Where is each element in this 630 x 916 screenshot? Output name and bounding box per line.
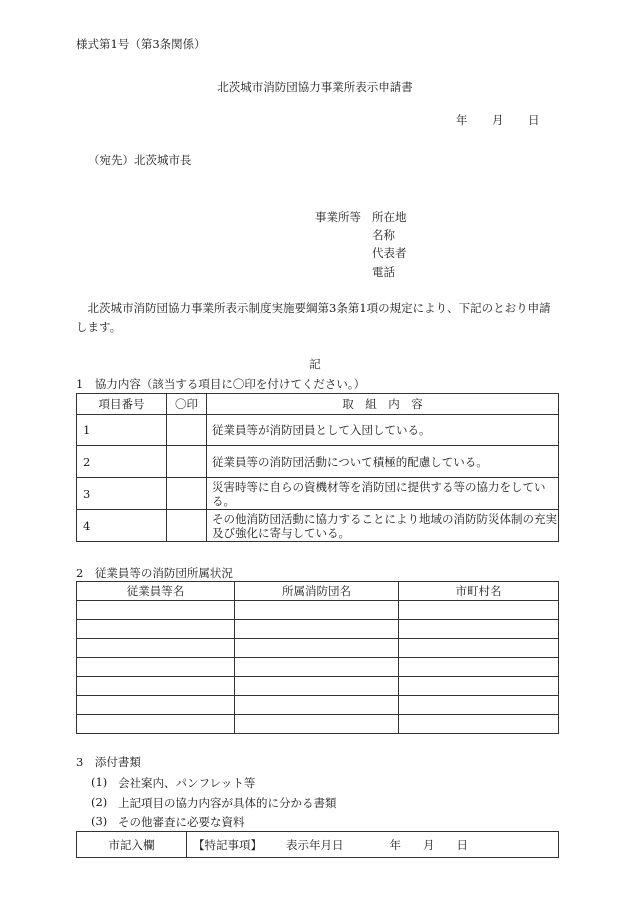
employee-name-cell[interactable] [77, 658, 235, 677]
col-header-mark: 〇印 [167, 394, 207, 415]
section3-heading: 3 添付書類 [76, 755, 141, 769]
municipality-cell[interactable] [399, 677, 559, 696]
table-row [77, 715, 559, 734]
date-day-label: 日 [528, 113, 540, 127]
item-content: 従業員等の消防団活動について積極的配慮している。 [207, 446, 559, 478]
col-header-municipality: 市町村名 [399, 582, 559, 601]
membership-table-header [77, 582, 559, 601]
table-row [77, 658, 559, 677]
col-header-content: 取 組 内 容 [207, 394, 559, 415]
applicant-label: 事業所等 [315, 210, 361, 224]
section2-heading: 2 従業員等の消防団所属状況 [76, 566, 233, 580]
item-number: 4 [77, 510, 167, 542]
municipality-cell[interactable] [399, 601, 559, 620]
display-date-label: 表示年月日 [286, 837, 344, 852]
table-row [77, 415, 559, 446]
applicant-field-address: 所在地 [372, 210, 407, 224]
item-number: 2 [77, 446, 167, 478]
employee-name-cell[interactable] [77, 620, 235, 639]
municipality-cell[interactable] [399, 715, 559, 734]
col-header-fire-corps: 所属消防団名 [235, 582, 399, 601]
official-use-row [77, 832, 559, 858]
item-number: 3 [77, 478, 167, 510]
date-month-label: 月 [492, 113, 504, 127]
official-use-label: 市記入欄 [77, 832, 187, 858]
form-number: 様式第1号（第3条関係） [76, 37, 206, 51]
applicant-field-representative: 代表者 [372, 246, 407, 260]
municipality-cell[interactable] [399, 696, 559, 715]
attachment-text: 会社案内、パンフレット等 [118, 776, 256, 790]
special-notes-label: 【特記事項】 [193, 837, 262, 852]
table-row [77, 677, 559, 696]
item-content: 従業員等が消防団員として入団している。 [207, 415, 559, 446]
table-row [77, 601, 559, 620]
table-row [77, 696, 559, 715]
fire-corps-cell[interactable] [235, 658, 399, 677]
item-content: その他消防団活動に協力することにより地域の消防防災体制の充実及び強化に寄与している。 [207, 510, 559, 542]
body-text: 北茨城市消防団協力事業所表示制度実施要綱第3条第1項の規定により、下記のとおり申請します。 [76, 301, 551, 334]
official-use-table [76, 831, 559, 858]
municipality-cell[interactable] [399, 658, 559, 677]
attachment-number: (1) [91, 775, 108, 789]
item-number: 1 [77, 415, 167, 446]
col-header-item-number: 項目番号 [77, 394, 167, 415]
fire-corps-cell[interactable] [235, 639, 399, 658]
table-row [77, 446, 559, 478]
item-content: 災害時等に自らの資機材等を消防団に提供する等の協力をしている。 [207, 478, 559, 510]
mark-cell[interactable] [167, 415, 207, 446]
col-header-employee-name: 従業員等名 [77, 582, 235, 601]
applicant-field-name: 名称 [372, 228, 395, 242]
special-notes-cell [187, 832, 559, 858]
employee-name-cell[interactable] [77, 601, 235, 620]
table-row [77, 620, 559, 639]
page-title: 北茨城市消防団協力事業所表示申請書 [217, 80, 413, 94]
membership-table [76, 581, 559, 734]
fire-corps-cell[interactable] [235, 601, 399, 620]
municipality-cell[interactable] [399, 620, 559, 639]
employee-name-cell[interactable] [77, 715, 235, 734]
section1-heading: 1 協力内容（該当する項目に〇印を付けてください。） [76, 377, 366, 391]
date-year-label: 年 [456, 113, 468, 127]
fire-corps-cell[interactable] [235, 677, 399, 696]
footer-day-label: 日 [456, 837, 468, 852]
table-row [77, 639, 559, 658]
mark-cell[interactable] [167, 446, 207, 478]
table-row [77, 510, 559, 542]
attachment-text: 上記項目の協力内容が具体的に分かる書類 [118, 796, 337, 810]
attachment-number: (3) [91, 814, 108, 828]
mark-cell[interactable] [167, 510, 207, 542]
employee-name-cell[interactable] [77, 696, 235, 715]
footer-year-label: 年 [389, 837, 401, 852]
employee-name-cell[interactable] [77, 639, 235, 658]
mark-cell[interactable] [167, 478, 207, 510]
employee-name-cell[interactable] [77, 677, 235, 696]
attachment-number: (2) [91, 795, 108, 809]
footer-month-label: 月 [423, 837, 435, 852]
table-row [77, 478, 559, 510]
applicant-field-phone: 電話 [372, 265, 395, 279]
ki-label: 記 [309, 357, 321, 371]
attachment-text: その他審査に必要な資料 [118, 815, 245, 829]
cooperation-table [76, 393, 559, 542]
fire-corps-cell[interactable] [235, 696, 399, 715]
fire-corps-cell[interactable] [235, 715, 399, 734]
addressee: （宛先）北茨城市長 [88, 153, 192, 167]
municipality-cell[interactable] [399, 639, 559, 658]
fire-corps-cell[interactable] [235, 620, 399, 639]
cooperation-table-header [77, 394, 559, 415]
